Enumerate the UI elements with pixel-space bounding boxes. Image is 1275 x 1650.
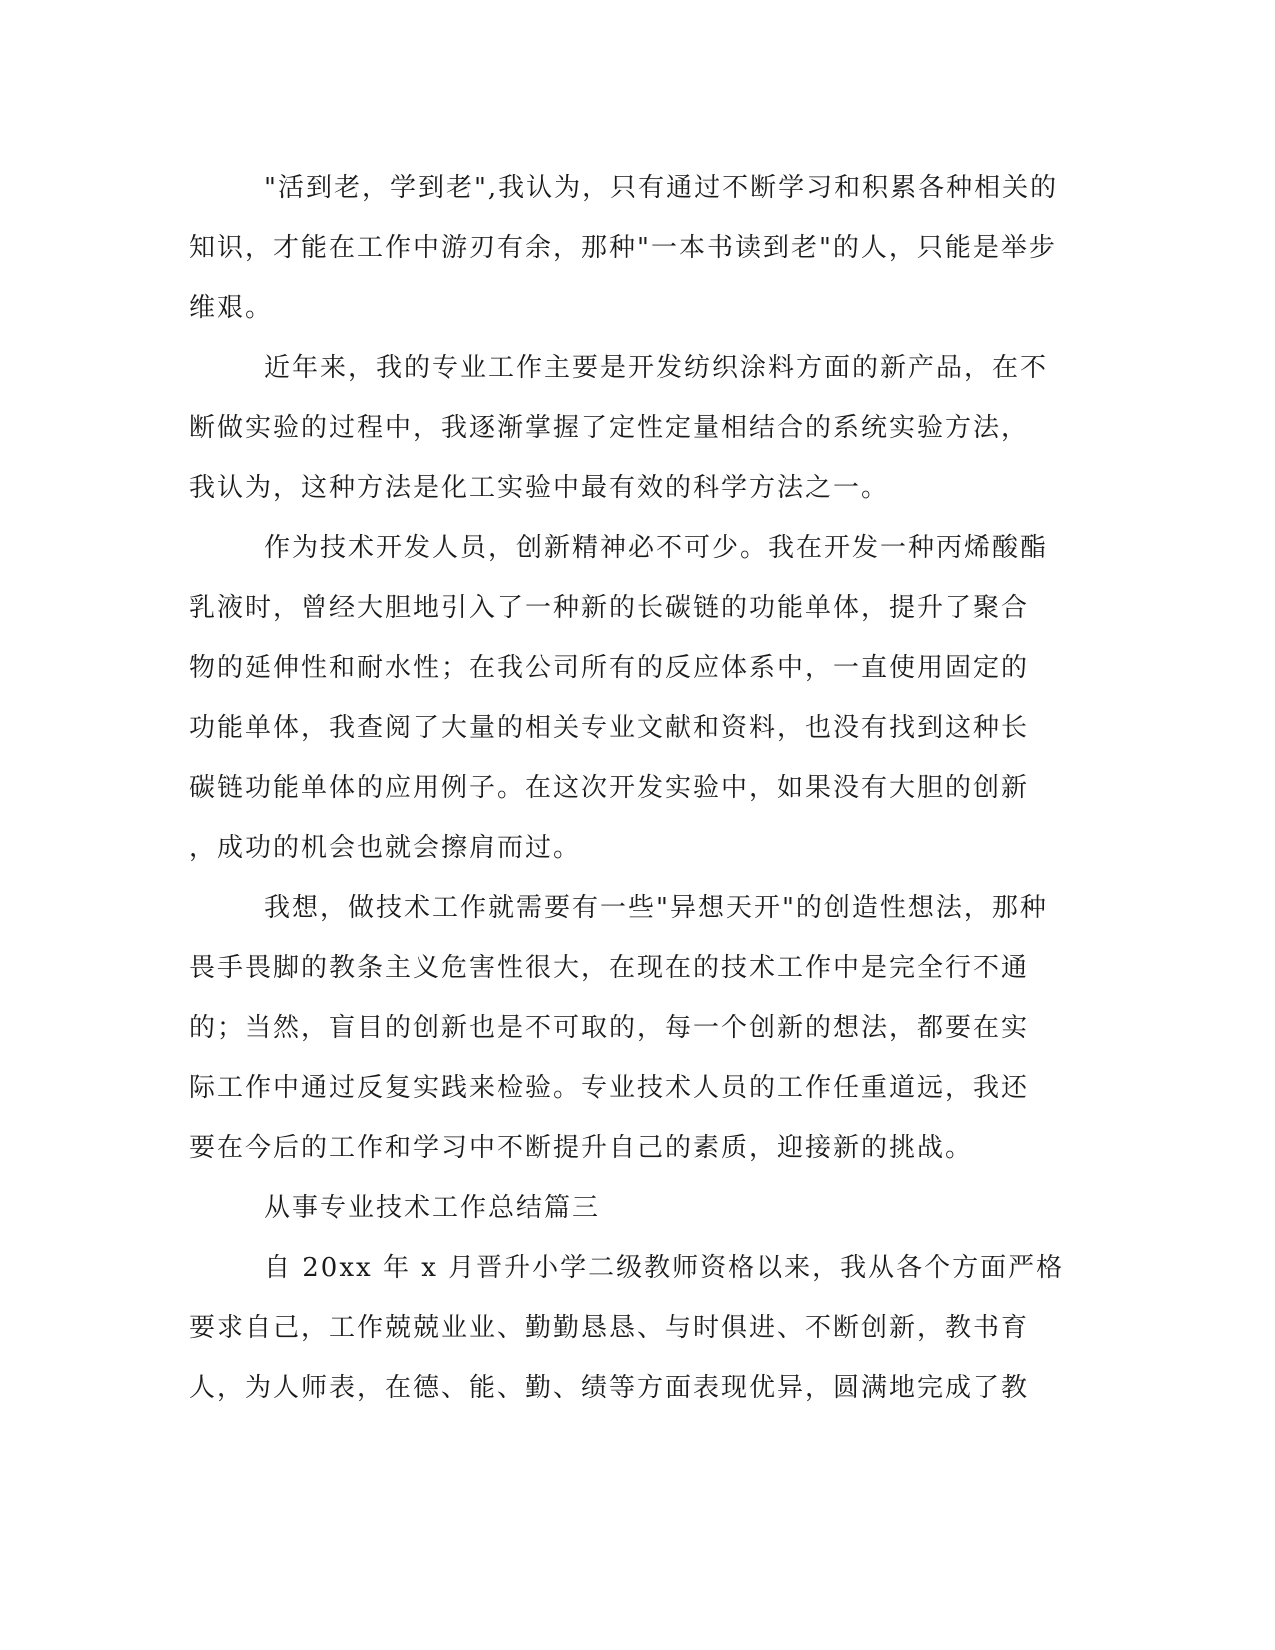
paragraph-3-line-2: 乳液时，曾经大胆地引入了一种新的长碳链的功能单体，提升了聚合	[189, 593, 1030, 623]
paragraph-4-line-5: 要在今后的工作和学习中不断提升自己的素质，迎接新的挑战。	[189, 1133, 974, 1163]
paragraph-2-line-3: 我认为，这种方法是化工实验中最有效的科学方法之一。	[189, 473, 890, 503]
paragraph-5-line-1: 自 20xx 年 x 月晋升小学二级教师资格以来，我从各个方面严格	[264, 1253, 1065, 1283]
paragraph-2-line-1: 近年来，我的专业工作主要是开发纺织涂料方面的新产品，在不	[264, 353, 1049, 383]
paragraph-4-line-1: 我想，做技术工作就需要有一些"异想天开"的创造性想法，那种	[264, 893, 1048, 923]
paragraph-3-line-6: ，成功的机会也就会擦肩而过。	[189, 833, 582, 863]
paragraph-4-line-3: 的；当然，盲目的创新也是不可取的，每一个创新的想法，都要在实	[189, 1013, 1030, 1043]
paragraph-1-line-1: "活到老，学到老",我认为，只有通过不断学习和积累各种相关的	[264, 173, 1059, 203]
paragraph-3-line-3: 物的延伸性和耐水性；在我公司所有的反应体系中，一直使用固定的	[189, 653, 1030, 683]
paragraph-3-line-4: 功能单体，我查阅了大量的相关专业文献和资料，也没有找到这种长	[189, 713, 1030, 743]
paragraph-4-line-4: 际工作中通过反复实践来检验。专业技术人员的工作任重道远，我还	[189, 1073, 1030, 1103]
paragraph-1-line-2: 知识，才能在工作中游刃有余，那种"一本书读到老"的人，只能是举步	[189, 233, 1057, 263]
paragraph-4-line-2: 畏手畏脚的教条主义危害性很大，在现在的技术工作中是完全行不通	[189, 953, 1030, 983]
paragraph-5-line-3: 人，为人师表，在德、能、勤、绩等方面表现优异，圆满地完成了教	[189, 1373, 1030, 1403]
paragraph-2-line-2: 断做实验的过程中，我逐渐掌握了定性定量相结合的系统实验方法，	[189, 413, 1030, 443]
paragraph-5-line-2: 要求自己，工作兢兢业业、勤勤恳恳、与时俱进、不断创新，教书育	[189, 1313, 1030, 1343]
paragraph-3-line-1: 作为技术开发人员，创新精神必不可少。我在开发一种丙烯酸酯	[264, 533, 1049, 563]
section-heading: 从事专业技术工作总结篇三	[264, 1193, 601, 1223]
paragraph-3-line-5: 碳链功能单体的应用例子。在这次开发实验中，如果没有大胆的创新	[189, 773, 1030, 803]
paragraph-1-line-3: 维艰。	[189, 293, 274, 323]
